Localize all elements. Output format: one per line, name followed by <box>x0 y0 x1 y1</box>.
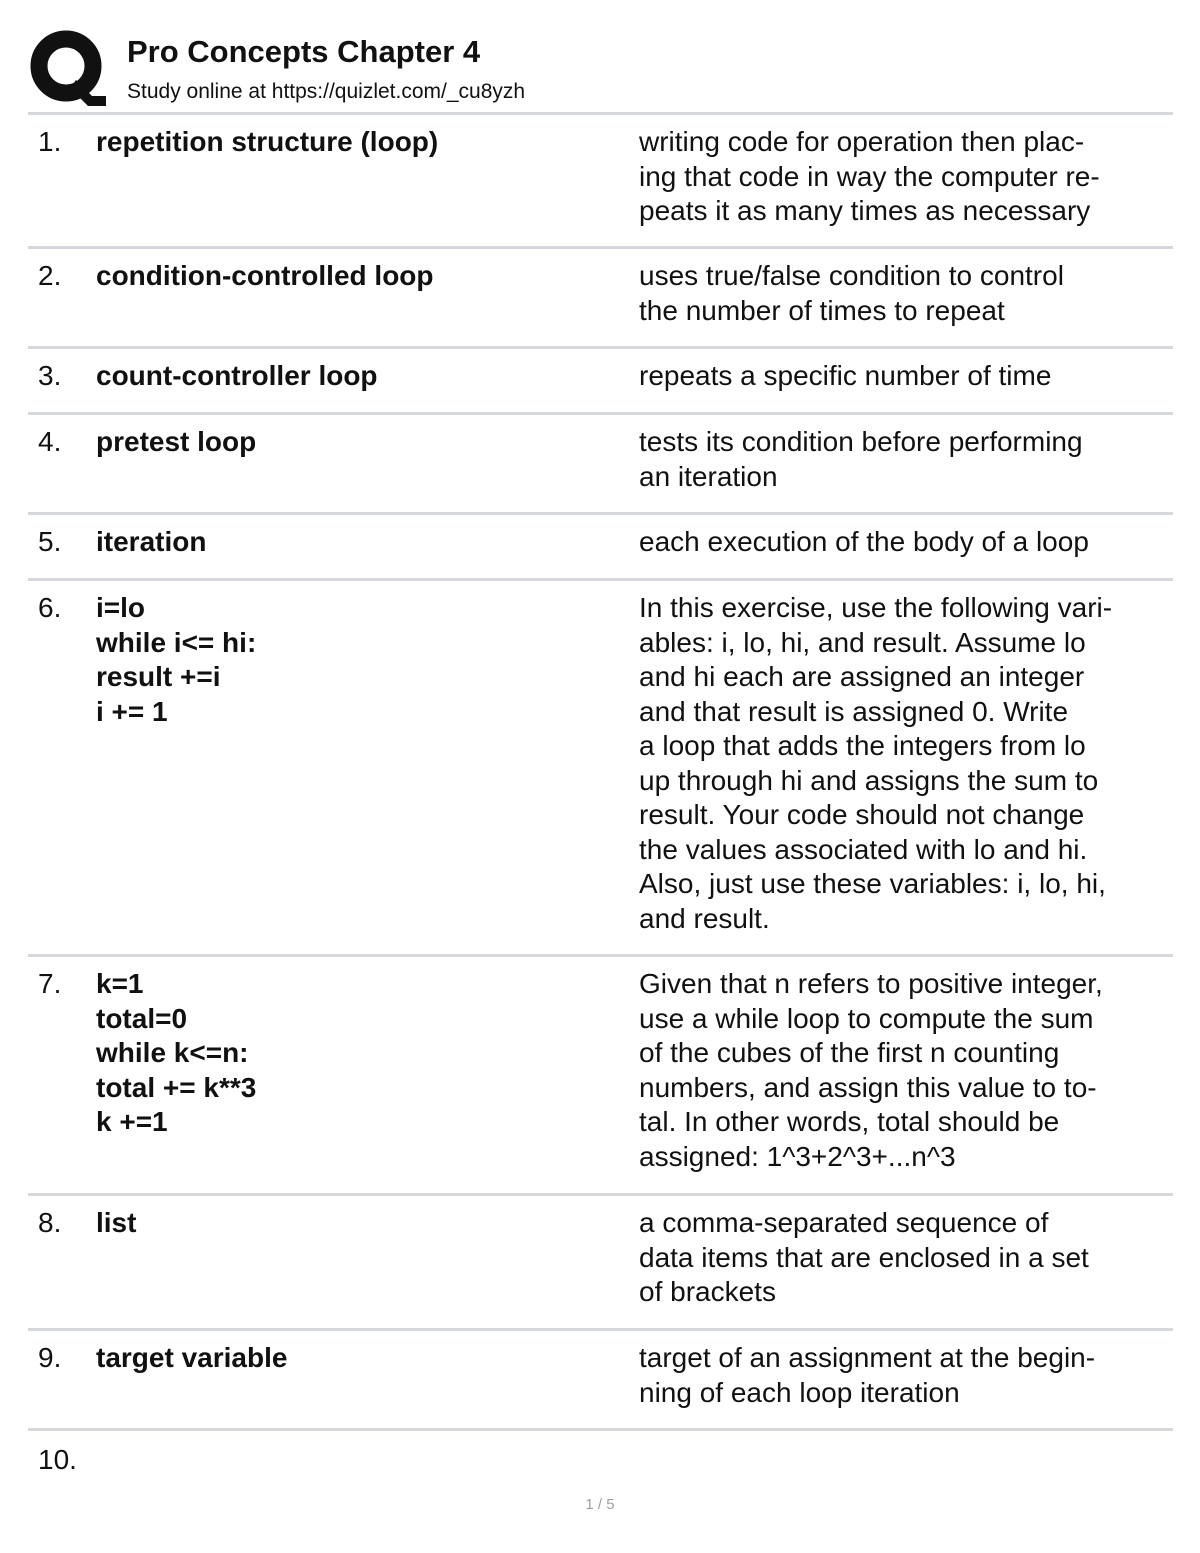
card-definition: target of an assignment at the begin- ning of each loop iteration <box>639 1342 1096 1408</box>
card-row <box>28 1331 1173 1431</box>
card-term: pretest loop <box>96 426 257 457</box>
card-term: list <box>96 1207 137 1238</box>
card-definition: a comma-separated sequence of data items that are enclosed in a set of brackets <box>639 1207 1089 1307</box>
card-number: 9. <box>38 1342 62 1373</box>
card-term: count-controller loop <box>96 360 378 391</box>
card-definition: each execution of the body of a loop <box>639 526 1089 557</box>
card-definition: writing code for operation then plac- ing that code in way the computer re- peats it as many times as necessary <box>639 126 1100 226</box>
card-term: iteration <box>96 526 207 557</box>
page-title: Pro Concepts Chapter 4 <box>127 34 481 69</box>
card-term: target variable <box>96 1342 288 1373</box>
study-online-link[interactable]: Study online at https://quizlet.com/_cu8yzh <box>127 80 526 103</box>
card-definition: repeats a specific number of time <box>639 360 1052 391</box>
card-number: 8. <box>38 1207 62 1238</box>
card-row <box>28 415 1173 515</box>
card-term: repetition structure (loop) <box>96 126 439 157</box>
card-term: condition-controlled loop <box>96 260 434 291</box>
card-row <box>28 1431 1173 1491</box>
card-row <box>28 515 1173 581</box>
card-definition: uses true/false condition to control the number of times to repeat <box>639 260 1064 326</box>
card-number: 1. <box>38 126 62 157</box>
flashcard-list <box>28 115 1173 1431</box>
card-number: 4. <box>38 426 62 457</box>
card-row <box>28 349 1173 415</box>
card-definition: tests its condition before performing an iteration <box>639 426 1083 492</box>
card-row <box>28 249 1173 349</box>
card-term: i=lo while i<= hi: result +=i i += 1 <box>96 592 257 727</box>
page-header <box>30 30 1172 112</box>
card-number: 3. <box>38 360 62 391</box>
card-number: 7. <box>38 968 62 999</box>
card-row <box>28 957 1173 1196</box>
card-term: k=1 total=0 while k<=n: total += k**3 k +=1 <box>96 968 257 1137</box>
quizlet-q-logo-icon <box>30 30 106 106</box>
card-row <box>28 581 1173 957</box>
page-indicator: 1 / 5 <box>585 1496 615 1513</box>
card-number: 6. <box>38 592 62 623</box>
card-number: 10. <box>38 1444 77 1475</box>
card-number: 5. <box>38 526 62 557</box>
card-number: 2. <box>38 260 62 291</box>
card-definition: In this exercise, use the following vari- ables: i, lo, hi, and result. Assume lo and hi each are assigned an integer and that result is assigned 0. Write a loop that adds the integers from lo up through hi and assigns the sum to result. Your code should not change the values associated with lo and hi. Also, just use these variables: i, lo, hi, and result. <box>639 592 1113 934</box>
card-row <box>28 115 1173 249</box>
card-row <box>28 1196 1173 1331</box>
card-definition: Given that n refers to positive integer, use a while loop to compute the sum of the cubes of the first n counting numbers, and assign this value to to- tal. In other words, total should be assigned: 1^3+2^3+...n^3 <box>639 968 1103 1172</box>
